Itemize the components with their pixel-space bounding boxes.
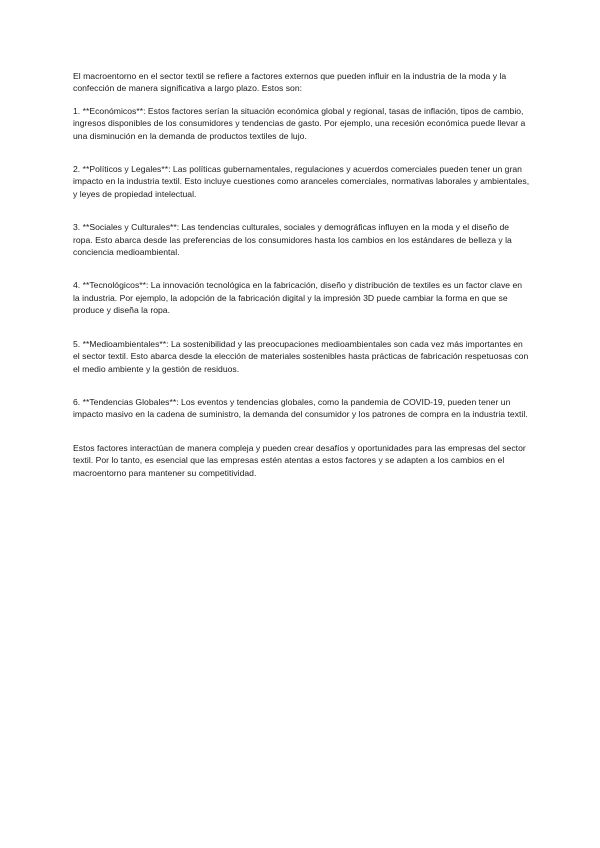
conclusion-paragraph: Estos factores interactúan de manera compleja y pueden crear desafíos y oportunidades para las empresas del sector textil. Por lo tanto, es esencial que las empresas estén atentas a estos factores y se adapten a los cambios en el macroentorno para mantener su competitividad. xyxy=(73,442,526,478)
document-page xyxy=(73,70,531,479)
factor-economicos: 1. **Económicos**: Estos factores serían la situación económica global y regional, tasas de inflación, tipos de cambio, ingresos disponibles de los consumidores y tendencias de gasto. Por ejemplo, una recesión económica puede llevar a una disminución en la demanda de productos textiles de lujo. xyxy=(73,105,526,141)
factor-tecnologicos: 4. **Tecnológicos**: La innovación tecnológica en la fabricación, diseño y distribución de textiles es un factor clave en la industria. Por ejemplo, la adopción de la fabricación digital y la impresión 3D puede cambiar la forma en que se produce y diseña la ropa. xyxy=(73,280,523,316)
intro-paragraph: El macroentorno en el sector textil se refiere a factores externos que pueden influir en la industria de la moda y la confección de manera significativa a largo plazo. Estos son: xyxy=(73,71,507,94)
factor-tendencias-globales: 6. **Tendencias Globales**: Los eventos y tendencias globales, como la pandemia de COVID-19, pueden tener un impacto masivo en la cadena de suministro, la demanda del consumidor y los patrones de compra en la industria textil. xyxy=(73,396,528,420)
factor-politicos-legales: 2. **Políticos y Legales**: Las políticas gubernamentales, regulaciones y acuerdos comerciales pueden tener un gran impacto en la industria textil. Esto incluye cuestiones como aranceles comerciales, normativas laborales y ambientales, y leyes de propiedad intelectual. xyxy=(73,164,530,199)
factor-medioambientales: 5. **Medioambientales**: La sostenibilidad y las preocupaciones medioambientales son cada vez más importantes en el sector textil. Esto abarca desde la elección de materiales sostenibles hasta prácticas de fabricación respetuosas con el medio ambiente y la gestión de residuos. xyxy=(73,338,529,374)
factor-sociales-culturales: 3. **Sociales y Culturales**: Las tendencias culturales, sociales y demográficas influyen en la moda y el diseño de ropa. Esto abarca desde las preferencias de los consumidores hasta los cambios en los estándares de belleza y la conciencia medioambiental. xyxy=(73,222,512,258)
